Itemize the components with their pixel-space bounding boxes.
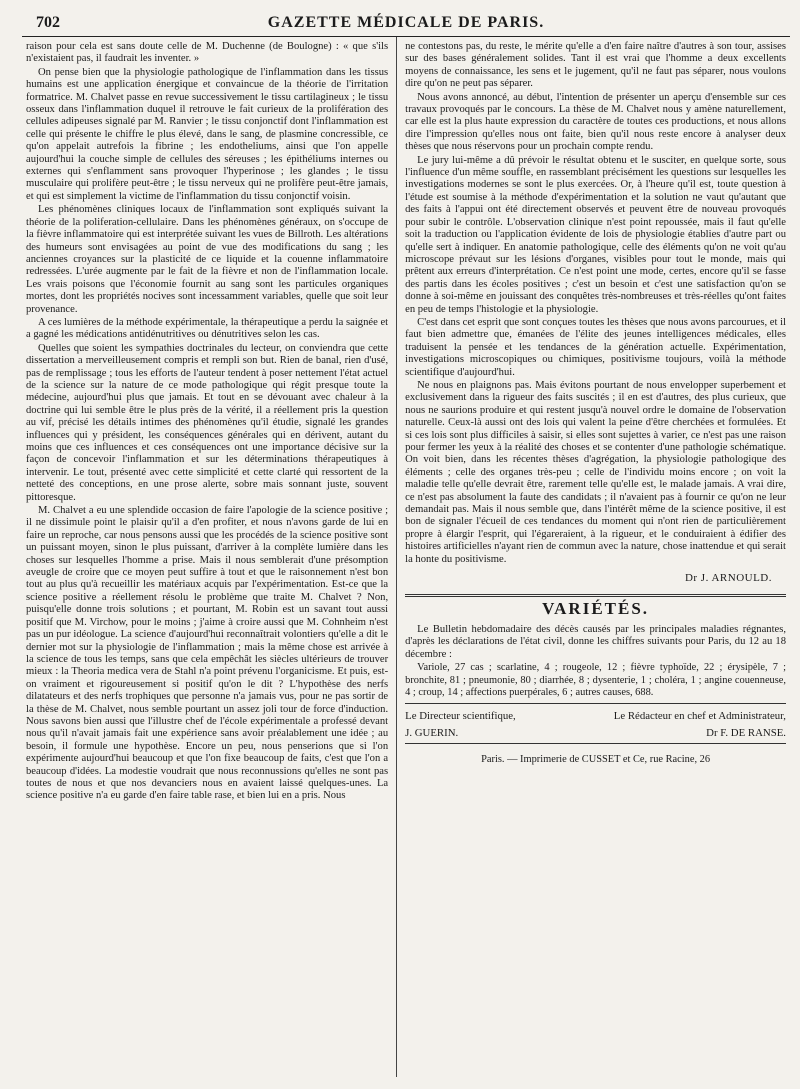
author-signature: Dr J. ARNOULD. xyxy=(684,572,772,585)
director-title: Le Directeur scientifique, xyxy=(405,710,516,723)
footer-divider xyxy=(405,703,786,704)
section-divider xyxy=(405,594,786,597)
journal-title: GAZETTE MÉDICALE DE PARIS. xyxy=(267,14,545,31)
text-columns xyxy=(22,37,790,1077)
director-name: J. GUERIN. xyxy=(405,726,459,739)
editor-name: Dr F. DE RANSE. xyxy=(706,726,786,739)
editorial-credits xyxy=(405,710,786,739)
left-column xyxy=(22,37,397,1077)
paragraph: Les phénomènes cliniques locaux de l'inflammation sont expliqués suivant la théorie de la poliferation-cellulaire. Dans les phénomènes généraux, on s'occupe de la fièvre inflammatoire qui est interprétée suivant les vues de Billroth. Les altérations des humeurs sont envisagées au point de vue des modifications du sang ; les anciennes croyances sur la plasticité de ce liquide et la couenne inflammatoire redressées. L'urée augmente par le fait de la fièvre et non de l'inflammation locale. Les vrais poisons que l'économie fournit au sang sont les particules organiques mortes, dont les propriétés nocives sont incessamment variables, quelle que soit leur provenance. xyxy=(26,204,389,315)
mortality-stats: Variole, 27 cas ; scarlatine, 4 ; rougeole, 12 ; fièvre typhoïde, 22 ; érysipèle, 7 ; bronchite, 81 ; pneumonie, 80 ; diarrhée, 8 ; dysenterie, 1 ; choléra, 1 ; angine couenneuse, 4 ; croup, 14 ; affections puerpérales, 6 ; autres causes, 688. xyxy=(405,662,786,698)
editor-title: Le Rédacteur en chef et Administrateur, xyxy=(613,710,786,723)
paragraph: Le jury lui-même a dû prévoir le résultat obtenu et le susciter, en quelque sorte, sous l'influence d'un même souffle, en rassemblant précisément les questions sur lesquelles les investigations modernes se sont le plus exercées. Or, à l'heure qu'il est, toute question à l'étude est soumise à la méthode d'expérimentation et la solution ne vaut qu'autant que des faits à l'appui ont été directement observés et peuvent être de nouveau provoqués pour subir le contrôle. L'observation clinique n'est point repoussée, mais il faut qu'elle soit la traduction ou l'application évidente de lois de physiologie établies d'autre part ou qu'elle sert à indiquer. En anatomie pathologique, celle des éléments qu'on ne voit qu'au microscope prévaut sur les lésions d'organes, visibles pour tout le monde, mais qui prêtent aux erreurs d'interprétation. Ce n'est point une mode, certes, encore qu'il se fasse des partis dans les écoles positives ; c'est un besoin et c'est une satisfaction qu'on se donne à soi-même en jouissant des conquêtes très-nombreuses et très-réelles qu'ont faites en peu de temps l'histologie et la physiologie. xyxy=(405,154,786,315)
paragraph: Ne nous en plaignons pas. Mais évitons pourtant de nous envelopper superbement et exclusivement dans la rigueur des faits suscités ; il en est d'autres, des plus curieux, que nous ne saurions produire et qui restent jusqu'à nouvel ordre le domaine de l'observation naturelle. Ceux-là aussi ont des lois qui valent la peine d'être cherchées et formulées. Et si ces lois sont plus difficiles à saisir, si elles sont sujettes à varier, ce n'est pas une raison pour fermer les yeux à la réalité des choses et se contenter d'une pathologie schématique. On voit bien, dans les récentes thèses d'agrégation, la physiologie pathologique des éléments ; celle des organes très-peu ; celle de l'individu moins encore ; on voit la maladie telle qu'elle devrait être, rarement telle qu'elle est, le malade jamais. A vrai dire, ce n'est pas absolument la faute des candidats ; il n'avaient pas à fournir ce qu'on ne leur demandait pas. Mais il nous semble que, dans l'intérêt même de la science positive, il est bon de signaler l'écueil de ces tendances du moment qui n'ont rien de particulièrement propre à élargir l'esprit, qui l'égareraient, à la rigueur, et le conduiraient à édifier des histoires artificielles n'ayant rien de commun avec la nature, chose inattendue et qui serait la honte du positivisme. xyxy=(405,379,786,565)
paragraph: C'est dans cet esprit que sont conçues toutes les thèses que nous avons parcourues, et il faut bien admettre que, émanées de l'élite des jeunes intelligences médicales, elles traduisent la pensée et les tendances de la génération actuelle. Expérimentation, investigations microscopiques ou chimiques, positivisme toujours, voilà la méthode scientifique d'aujourd'hui. xyxy=(405,316,786,378)
page-number: 702 xyxy=(36,14,60,31)
paragraph: ne contestons pas, du reste, le mérite qu'elle a d'en faire naître d'autres à son tour, assises sur des bases généralement solides. Tant il est vrai que l'homme a deux excellents moyens de connaissance, les sens et le jugement, qu'il ne faut pas séparer, nous voulons dire qu'on ne peut pas séparer. xyxy=(405,41,786,90)
bulletin-section xyxy=(405,624,786,699)
paragraph: M. Chalvet a eu une splendide occasion de faire l'apologie de la science positive ; il ne dissimule point le plaisir qu'il a d'en profiter, et nous n'avons garde de lui en faire un reproche, car nous pensons aussi que les procédés de la science positive sont un puissant moyen, sinon le plus puissant, d'arriver à la complète lumière dans les choses sur lesquelles l'homme a prise. Mais il nous semblerait d'une présomption aveugle de croire que ce moyen peut suffire à tout et que le raisonnement n'est bon tout au plus qu'à recueillir les matériaux acquis par l'expérimentation. Est-ce que la science positive a réellement résolu le problème que traite M. Chalvet ? Non, puisqu'elle donne trois solutions ; et pourtant, M. Robin est un savant tout aussi positif que M. Virchow, pour le moins ; j'aime à croire aussi que M. Cohnheim n'est pas un pur idéologue. La science d'aujourd'hui reconnaîtrait volontiers qu'elle a dit le dernier mot sur la physiologie de l'inflammation ; mais la même chose est arrivée à la science de tous les temps, sans que cela empêchât les siècles ultérieurs de trouver mieux : la Theoria medica vera de Stahl n'a point prévenu l'organicisme. Et puis, est-on vraiment et rigoureusement si positif qu'on le dit ? L'hypothèse des nerfs dilatateurs et des nerfs trophiques que personne n'a jamais vus, pour ne pas sortir de la thèse de M. Chalvet, nous semble pourtant un assez joli tour de force d'induction. Nous savons bien aussi que l'illustre chef de l'école expérimentale a professé devant nous qu'il n'avait jamais fait une expérience sans avoir préalablement une idée ; au besoin, il formule une hypothèse. Encore un peu, nous penserions que si l'on expérimente aujourd'hui beaucoup et que l'on fixe beaucoup de faits, c'est que l'on a beaucoup d'idées. La modestie voudrait que nous reconnussions qu'elles ne sont pas toutes de nous et que nos devanciers nous en avaient laissé quelques-unes. La science positive n'a eu garde d'en faire table rase, et bien lui en a pris. Nous xyxy=(26,505,389,802)
bulletin-text: Le Bulletin hebdomadaire des décès causés par les principales maladies régnantes, d'après les déclarations de l'état civil, donne les chiffres suivants pour Paris, du 12 au 18 décembre : xyxy=(405,623,786,660)
printer-imprint: Paris. — Imprimerie de CUSSET et Ce, rue Racine, 26 xyxy=(481,754,711,766)
paragraph: raison pour cela est sans doute celle de M. Duchenne (de Boulogne) : « que s'ils n'existaient pas, il faudrait les inventer. » xyxy=(26,41,389,65)
paragraph: On pense bien que la physiologie pathologique de l'inflammation dans les tissus humains est une application énergique et convaincue de la théorie de l'irritation formatrice. M. Chalvet passe en revue successivement le tissu cartilagineux ; le tissu osseux dans l'inflammation duquel il retrouve le fait curieux de la prolifération des cellules adipeuses signalé par M. Ranvier ; le tissu conjonctif dont l'inflammation est celle qui présente le chiffre le plus élevé, dans le sang, de plasmine concressible, ce qu'on appelait autrefois la fibrine ; les endotheliums, ainsi que l'on appelle aujourd'hui la couche simple de cellules des séreuses ; les épithéliums internes ou externes qui s'enflamment sans provoquer l'hyperinose ; les glandes ; le tissu musculaire qui prolifère peut-être ; le tissu nerveux qui ne prolifère peut-être jamais, et qui est simplement la victime de l'inflammation du tissu conjonctif voisin. xyxy=(26,66,389,202)
paragraph: A ces lumières de la méthode expérimentale, la thérapeutique a perdu la saignée et a gagné les médications antidénutritives ou dénutritives selon les cas. xyxy=(26,316,389,341)
varietes-heading: VARIÉTÉS. xyxy=(542,599,650,619)
director-credit xyxy=(405,710,588,739)
right-column xyxy=(397,37,790,1077)
page-header xyxy=(22,10,790,37)
editor-credit xyxy=(603,710,786,739)
printer-divider xyxy=(405,743,786,744)
paragraph: Quelles que soient les sympathies doctrinales du lecteur, on conviendra que cette dissertation a merveilleusement compris et rempli son but. Rien de banal, rien d'usé, pas de remplissage ; tous les efforts de l'auteur tendent à poser nettement l'état actuel de la science sur la nature de ce mode pathologique qui régit presque toute la médecine, aujourd'hui plus que jamais. Et tout en se dévouant avec chaleur à la doctrine qui lui semble être le plus près de la vérité, il a réellement pris la question au vif, précisé les détails intimes des phénomènes qu'il étudie, signalé les grandes influences qui y président, les conséquences générales qui en dérivent, autant du moins que ces influences et ces conséquences ont une importance décisive sur la façon de concevoir l'inflammation et sur les déterminations thérapeutiques à intervenir. Le tout, présenté avec cette simplicité et cette clarté qui ressortent de la netteté des conceptions, en une prose alerte, sobre mais sonnant juste, souvent pittoresque. xyxy=(26,342,389,503)
paragraph: Nous avons annoncé, au début, l'intention de présenter un aperçu d'ensemble sur ces travaux provoqués par le concours. La thèse de M. Chalvet nous y amène naturellement, car elle est la plus haute expression du caractère de toutes ces productions, et nous allons dire l'impression qu'elles nous ont faite, bien qu'il nous reste encore à analyser deux thèses que nous réservons pour un prochain compte rendu. xyxy=(405,91,786,153)
